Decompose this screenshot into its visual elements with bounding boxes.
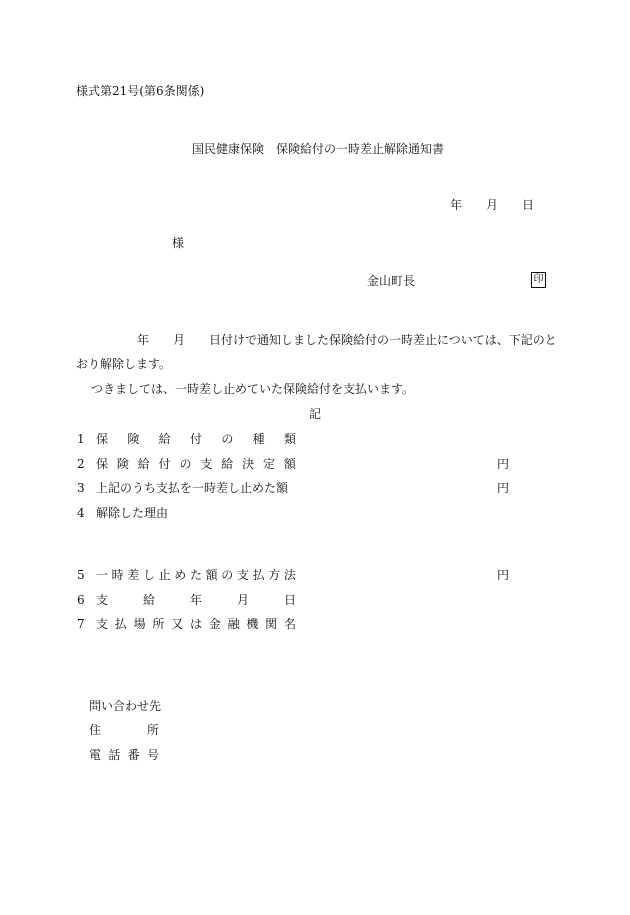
contact-phone-label-char: 号 bbox=[146, 748, 159, 762]
item-5-number: 5 bbox=[77, 568, 85, 582]
item-6-part-kyu: 給 bbox=[142, 593, 155, 607]
item-7-label-char: 又 bbox=[171, 617, 184, 631]
contact-address-label bbox=[89, 722, 159, 738]
item-5-label-char: 払 bbox=[252, 568, 265, 582]
item-2-label bbox=[96, 456, 296, 472]
item-1-label-char: の bbox=[221, 432, 234, 446]
contact-heading: 問い合わせ先 bbox=[89, 699, 162, 713]
item-7-number: 7 bbox=[77, 617, 85, 631]
date-day: 日 bbox=[522, 198, 535, 212]
item-4-label: 解除した理由 bbox=[96, 506, 169, 520]
item-2-label-char: 定 bbox=[263, 457, 276, 471]
item-5-label-char: の bbox=[221, 568, 234, 582]
item-7-label-char: 機 bbox=[246, 617, 259, 631]
item-2-label-char: 保 bbox=[96, 457, 109, 471]
item-3-label: 上記のうち支払を一時差し止めた額 bbox=[96, 481, 289, 495]
item-3-yen: 円 bbox=[497, 481, 510, 495]
body-year: 年 bbox=[137, 333, 150, 347]
item-1-label-char: 種 bbox=[252, 432, 265, 446]
item-1-number: 1 bbox=[77, 432, 85, 446]
ki-heading: 記 bbox=[309, 407, 322, 421]
item-7-label-char: 所 bbox=[152, 617, 165, 631]
contact-phone-label bbox=[89, 747, 159, 763]
addressee-suffix: 様 bbox=[172, 236, 185, 250]
item-7-label-char: 融 bbox=[227, 617, 240, 631]
item-4-number: 4 bbox=[77, 506, 85, 520]
contact-phone-label-char: 話 bbox=[108, 748, 121, 762]
item-7-label-char: は bbox=[189, 617, 202, 631]
item-7-label-char: 金 bbox=[208, 617, 221, 631]
item-2-label-char: 額 bbox=[283, 457, 296, 471]
item-1-label-char: 類 bbox=[283, 432, 296, 446]
item-1-label-char: 付 bbox=[189, 432, 202, 446]
item-7-label-char: 名 bbox=[283, 617, 296, 631]
seal-mark: 印 bbox=[531, 272, 546, 288]
item-1-label-char: 保 bbox=[96, 432, 109, 446]
issuer-name: 金山町長 bbox=[367, 274, 416, 288]
contact-phone-label-char: 電 bbox=[89, 748, 102, 762]
contact-address-char-1: 住 bbox=[89, 723, 102, 737]
item-2-label-char: の bbox=[179, 457, 192, 471]
item-7-label bbox=[96, 616, 296, 632]
item-6-part-payment: 支 bbox=[96, 593, 109, 607]
item-5-yen: 円 bbox=[497, 568, 510, 582]
form-number: 様式第21号(第6条関係) bbox=[76, 84, 205, 98]
body-line2: おり解除します。 bbox=[76, 357, 172, 371]
item-7-label-char: 支 bbox=[96, 617, 109, 631]
item-5-label-char: 時 bbox=[111, 568, 124, 582]
item-5-label-char: め bbox=[174, 568, 187, 582]
item-2-label-char: 付 bbox=[158, 457, 171, 471]
item-6-part-month: 月 bbox=[236, 593, 249, 607]
item-2-label-char: 支 bbox=[200, 457, 213, 471]
item-5-label-char: 方 bbox=[268, 568, 281, 582]
item-6-number: 6 bbox=[77, 593, 85, 607]
item-1-label-char: 険 bbox=[127, 432, 140, 446]
item-5-label-char: 一 bbox=[96, 568, 109, 582]
item-6-part-day: 日 bbox=[283, 593, 296, 607]
item-5-label-char: 額 bbox=[205, 568, 218, 582]
item-2-label-char: 給 bbox=[221, 457, 234, 471]
item-5-label-char: 支 bbox=[236, 568, 249, 582]
item-5-label-char: た bbox=[189, 568, 202, 582]
item-5-label-char: 止 bbox=[158, 568, 171, 582]
item-3-number: 3 bbox=[77, 481, 85, 495]
contact-phone-label-char: 番 bbox=[127, 748, 140, 762]
date-year: 年 bbox=[450, 198, 463, 212]
item-7-label-char: 払 bbox=[114, 617, 127, 631]
body-month: 月 bbox=[173, 333, 186, 347]
item-6-part-year: 年 bbox=[189, 593, 202, 607]
item-2-label-char: 給 bbox=[137, 457, 150, 471]
item-6-label bbox=[96, 592, 296, 608]
item-2-number: 2 bbox=[77, 457, 85, 471]
item-5-label bbox=[96, 567, 296, 583]
contact-address-char-2: 所 bbox=[146, 723, 159, 737]
item-1-label-char: 給 bbox=[158, 432, 171, 446]
document-title: 国民健康保険 保険給付の一時差止解除通知書 bbox=[192, 142, 445, 156]
item-5-label-char: し bbox=[142, 568, 155, 582]
item-5-label-char: 差 bbox=[127, 568, 140, 582]
date-month: 月 bbox=[486, 198, 499, 212]
item-5-label-char: 法 bbox=[283, 568, 296, 582]
item-1-label bbox=[96, 431, 296, 447]
body-line1: 日付けで通知しました保険給付の一時差止については、下記のと bbox=[209, 333, 557, 347]
item-2-label-char: 決 bbox=[242, 457, 255, 471]
item-2-label-char: 険 bbox=[116, 457, 129, 471]
item-7-label-char: 関 bbox=[265, 617, 278, 631]
item-2-yen: 円 bbox=[497, 457, 510, 471]
body-line3: つきましては、一時差し止めていた保険給付を支払います。 bbox=[91, 382, 415, 396]
item-7-label-char: 場 bbox=[133, 617, 146, 631]
